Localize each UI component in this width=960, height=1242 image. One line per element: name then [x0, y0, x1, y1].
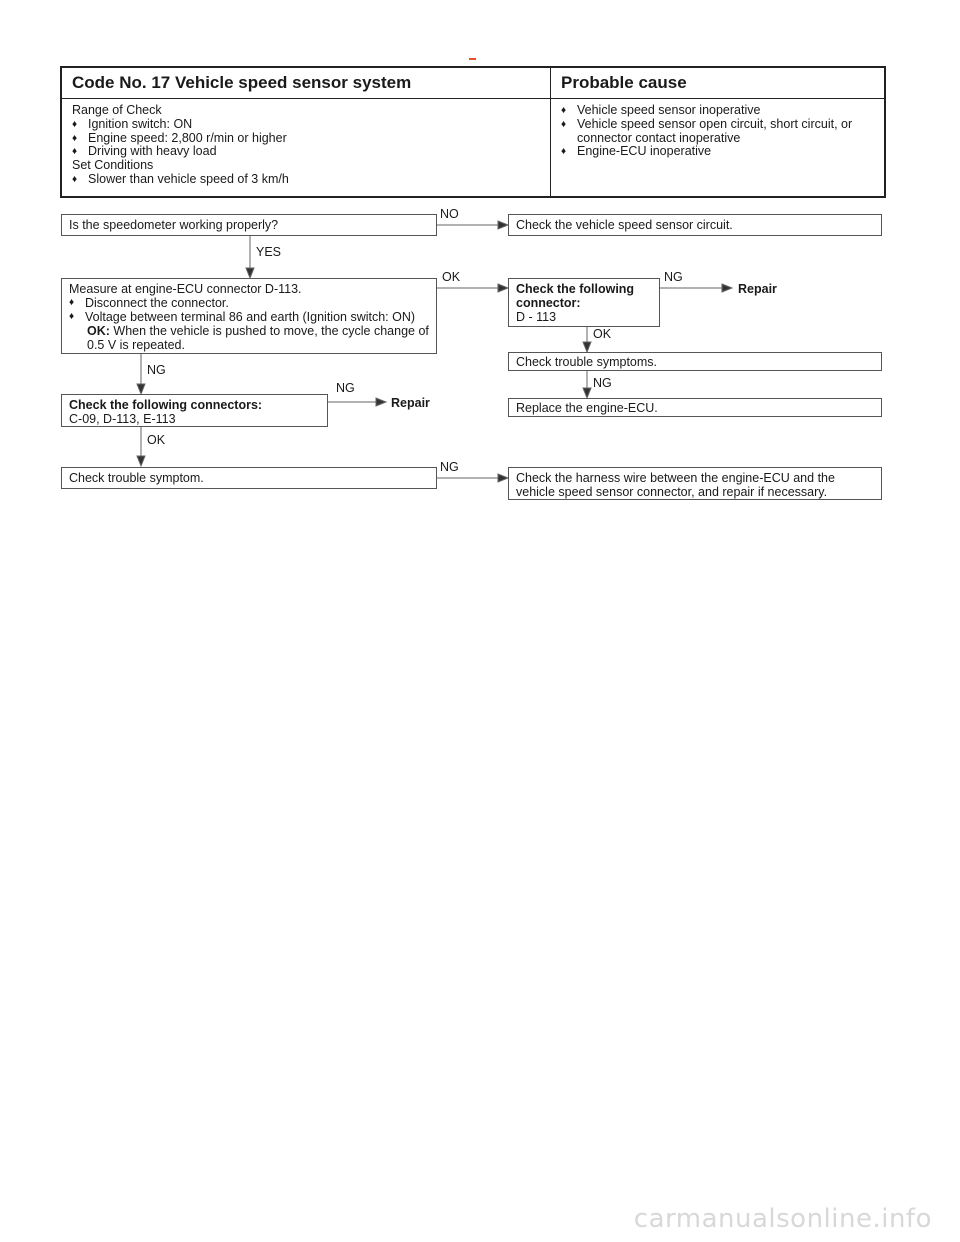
- check-connectors-ids: C-09, D-113, E-113: [69, 412, 176, 426]
- cause-title: Probable cause: [551, 67, 886, 99]
- question-box: Is the speedometer working properly?: [61, 214, 437, 236]
- repair-label: Repair: [391, 396, 430, 410]
- ok-label: OK: [442, 270, 461, 284]
- check-connector-id: D - 113: [516, 310, 557, 324]
- range-item: ♦ Ignition switch: ON: [72, 118, 540, 132]
- cause-item: ♦ Engine-ECU inoperative: [561, 145, 874, 159]
- repair-label: Repair: [738, 282, 777, 296]
- ng-label: NG: [440, 460, 459, 474]
- cause-item: ♦ Vehicle speed sensor inoperative: [561, 104, 874, 118]
- arrow-head: [376, 398, 386, 406]
- check-connector-box: [508, 278, 660, 327]
- measure-box: [61, 278, 437, 354]
- set-item: ♦ Slower than vehicle speed of 3 km/h: [72, 173, 540, 187]
- check-connectors-title: Check the following connectors:: [69, 398, 263, 412]
- trouble-symptoms-box: Check trouble symptoms.: [508, 352, 882, 371]
- ok-text: When the vehicle is pushed to move, the cycle change of 0.5 V is repeated.: [87, 324, 429, 352]
- no-label: NO: [440, 207, 459, 221]
- range-label: Range of Check: [72, 103, 162, 117]
- arrow-head: [137, 384, 145, 394]
- range-item: ♦ Driving with heavy load: [72, 145, 540, 159]
- harness-box: Check the harness wire between the engine-ECU and the vehicle speed sensor connector, and repair if necessary.: [508, 467, 882, 500]
- check-connectors-box: [61, 394, 328, 427]
- arrow-head: [498, 284, 508, 292]
- check-circuit-box: Check the vehicle speed sensor circuit.: [508, 214, 882, 236]
- arrow-head: [498, 221, 508, 229]
- arrow-head: [246, 268, 254, 278]
- measure-bullet: ♦ Disconnect the connector.: [69, 296, 429, 310]
- code-title: Code No. 17 Vehicle speed sensor system: [61, 67, 551, 99]
- ok-label: OK:: [87, 324, 110, 338]
- ok-label: OK: [147, 433, 166, 447]
- arrow-head: [583, 342, 591, 352]
- replace-ecu-box: Replace the engine-ECU.: [508, 398, 882, 417]
- ok-label: OK: [593, 327, 612, 341]
- watermark: carmanualsonline.info: [633, 1204, 932, 1234]
- set-label: Set Conditions: [72, 158, 154, 173]
- arrow-head: [498, 474, 508, 482]
- arrow-head: [583, 388, 591, 398]
- yes-label: YES: [256, 245, 282, 259]
- measure-line: Measure at engine-ECU connector D-113.: [69, 282, 302, 296]
- check-connector-title: Check the following connector:: [516, 282, 635, 310]
- ng-label: NG: [147, 363, 166, 377]
- cause-item: ♦ Vehicle speed sensor open circuit, short circuit, or connector contact inoperative: [561, 118, 874, 146]
- ng-label: NG: [664, 270, 683, 284]
- range-item: ♦ Engine speed: 2,800 r/min or higher: [72, 132, 540, 146]
- measure-ok-row: [69, 324, 429, 352]
- arrow-head: [137, 456, 145, 466]
- measure-bullet: ♦ Voltage between terminal 86 and earth (Ignition switch: ON): [69, 310, 429, 324]
- arrow-head: [722, 284, 732, 292]
- ng-label: NG: [593, 376, 612, 390]
- ng-label: NG: [336, 381, 355, 395]
- trouble-symptom-box: Check trouble symptom.: [61, 467, 437, 489]
